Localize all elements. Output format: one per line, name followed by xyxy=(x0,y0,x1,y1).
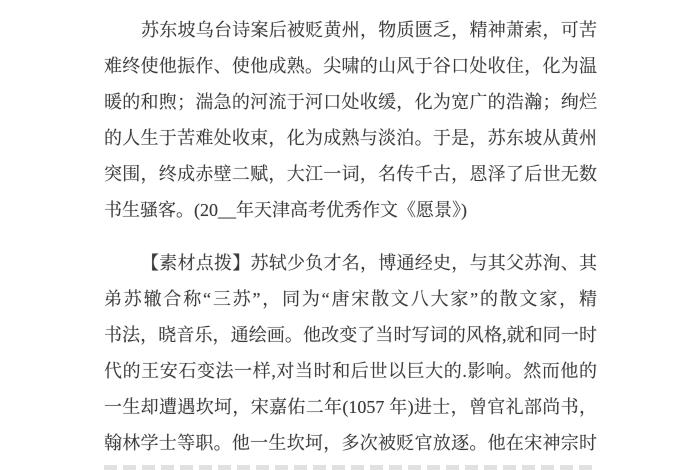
text-line: 翰林学士等职。他一生坎坷，多次被贬官放逐。他在宋神宗时 xyxy=(104,433,597,453)
text-line: 突围，终成赤壁二赋，大江一词，名传千古，恩泽了后世无数 xyxy=(104,164,597,184)
text-line: 的人生于苦难处收束，化为成熟与淡泊。于是，苏东坡从黄州 xyxy=(104,128,597,148)
text-line: 书法，晓音乐，通绘画。他改变了当时写词的风格,就和同一时 xyxy=(104,325,597,345)
document-content xyxy=(104,12,597,470)
text-line-citation: 书生骚客。(20__年天津高考优秀作文《愿景》) xyxy=(104,200,467,220)
text-line: 一生却遭遇坎坷，宋嘉佑二年(1057 年)进士，曾官礼部尚书， xyxy=(104,397,597,417)
text-line: 暖的和煦；湍急的河流于河口处收缓，化为宽广的浩瀚；绚烂 xyxy=(104,92,597,112)
text-line: 【素材点拨】苏轼少负才名，博通经史，与其父苏洵、其 xyxy=(141,253,597,273)
text-line: 弟苏辙合称“三苏”，同为“唐宋散文八大家”的散文家，精 xyxy=(104,289,597,309)
paragraph-material-analysis xyxy=(104,245,597,461)
paragraph-essay-excerpt xyxy=(104,12,597,228)
cutoff-text-line xyxy=(104,465,597,470)
text-line: 难终使他振作、使他成熟。尖啸的山风于谷口处收住，化为温 xyxy=(104,56,597,76)
text-line: 代的王安石变法一样,对当时和后世以巨大的.影响。然而他的 xyxy=(104,361,597,381)
text-line: 苏东坡乌台诗案后被贬黄州，物质匮乏，精神萧索，可苦 xyxy=(141,20,597,40)
